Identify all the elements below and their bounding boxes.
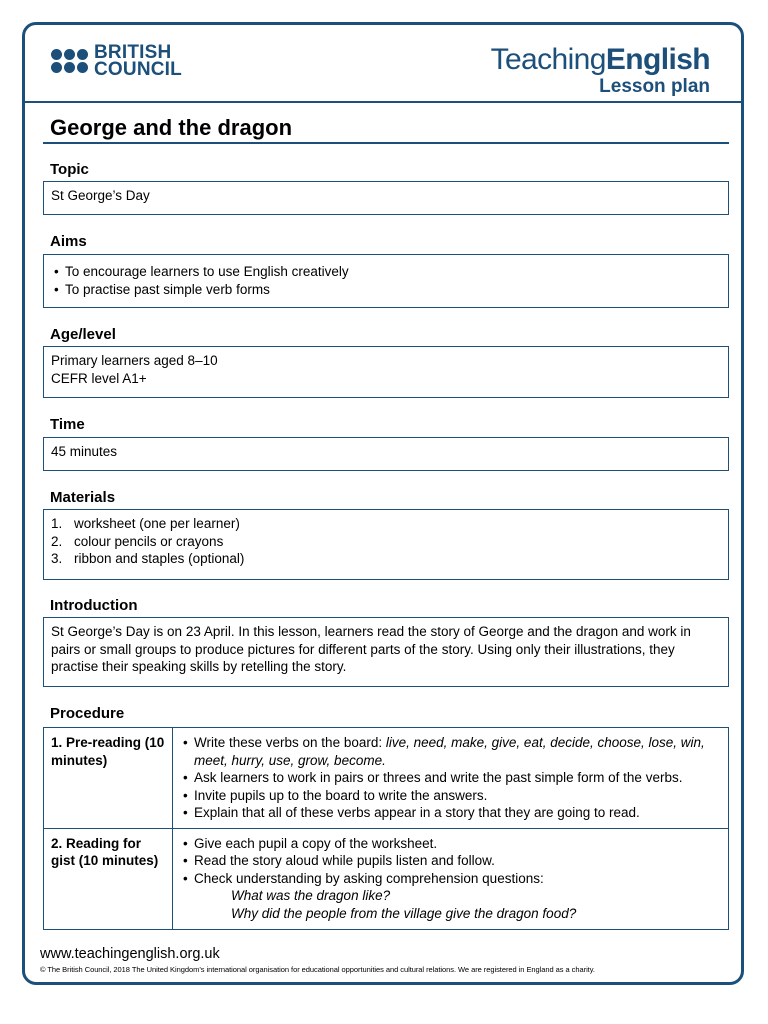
topic-box (43, 181, 729, 215)
aims-item: • To encourage learners to use English creatively (51, 263, 721, 281)
time-label: Time (50, 416, 85, 433)
time-value: 45 minutes (51, 444, 118, 459)
table-row (44, 828, 729, 929)
procedure-step: • Give each pupil a copy of the worksheet. (180, 835, 721, 853)
stage-title: 2. Reading for gist (10 minutes) (44, 828, 173, 929)
table-row (44, 728, 729, 829)
lesson-plan-label: Lesson plan (599, 76, 710, 97)
procedure-step: • Read the story aloud while pupils listen and follow. (180, 852, 721, 870)
procedure-step: • Write these verbs on the board: live, need, make, give, eat, decide, choose, lose, win, meet, hurry, use, grow, become. (180, 734, 721, 769)
english-word: English (605, 43, 710, 76)
time-box (43, 437, 729, 471)
footer-copyright: © The British Council, 2018 The United Kingdom’s international organisation for educational opportunities and cultural relations. We are registered in England as a charity. (40, 965, 595, 974)
header-divider (25, 101, 741, 103)
procedure-step: • Invite pupils up to the board to write the answers. (180, 787, 721, 805)
stage-steps (173, 828, 729, 929)
aims-label: Aims (50, 233, 87, 250)
british-council-logo (51, 44, 182, 78)
teaching-word: Teaching (490, 43, 606, 76)
stage-title: 1. Pre-reading (10 minutes) (44, 728, 173, 829)
procedure-step: • Check understanding by asking comprehension questions: (180, 870, 721, 888)
materials-item: 2. colour pencils or crayons (51, 533, 224, 549)
topic-value: St George’s Day (51, 188, 150, 203)
procedure-step: • Ask learners to work in pairs or threes and write the past simple form of the verbs. (180, 769, 721, 787)
page-title: George and the dragon (50, 115, 293, 140)
introduction-label: Introduction (50, 597, 138, 614)
stage-steps (173, 728, 729, 829)
comprehension-question: What was the dragon like? (231, 888, 391, 903)
materials-label: Materials (50, 489, 116, 506)
teaching-english-logo (491, 42, 710, 98)
british-council-dots-icon (51, 49, 88, 73)
age-level-line: Primary learners aged 8–10 (51, 353, 218, 368)
british-council-line1: BRITISH (94, 42, 172, 63)
procedure-label: Procedure (50, 705, 125, 722)
age-level-label: Age/level (50, 326, 116, 343)
aims-item: • To practise past simple verb forms (51, 281, 721, 299)
introduction-text: St George’s Day is on 23 April. In this lesson, learners read the story of George and the dragon and work in pairs or small groups to produce pictures for different parts of the story. Using only their illustrations, they practise their speaking skills by retelling the story. (51, 624, 691, 674)
procedure-table (43, 727, 729, 930)
materials-box (43, 509, 729, 580)
procedure-step: • Explain that all of these verbs appear in a story that they are going to read. (180, 804, 721, 822)
british-council-line2: COUNCIL (94, 59, 182, 80)
topic-label: Topic (50, 161, 89, 178)
materials-item: 3. ribbon and staples (optional) (51, 551, 245, 566)
comprehension-question: Why did the people from the village give the dragon food? (231, 905, 577, 921)
age-level-line: CEFR level A1+ (51, 370, 147, 386)
aims-box (43, 254, 729, 308)
introduction-box (43, 617, 729, 687)
age-level-box (43, 346, 729, 398)
title-underline (43, 142, 729, 144)
materials-item: 1. worksheet (one per learner) (51, 516, 240, 531)
footer-url[interactable]: www.teachingenglish.org.uk (40, 946, 220, 962)
